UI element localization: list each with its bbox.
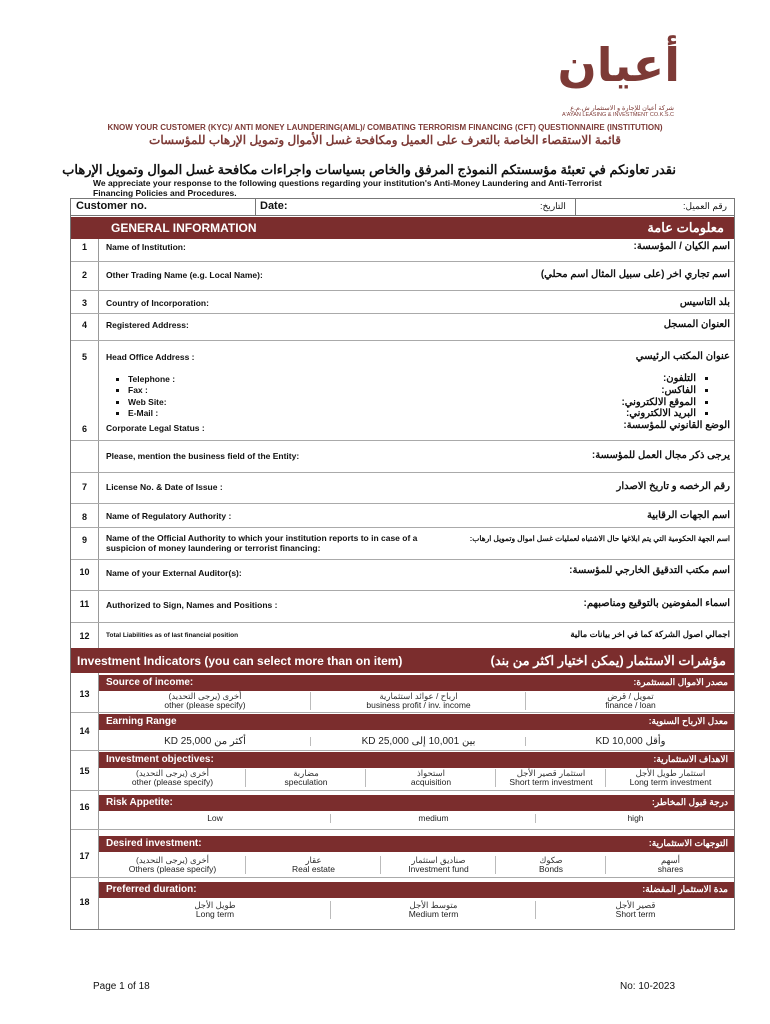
telephone-label: Telephone : [116, 374, 175, 384]
customer-header-row [70, 198, 735, 216]
general-info-title-ar: معلومات عامة [647, 220, 724, 235]
authorized-signatories-label: Authorized to Sign, Names and Positions : [106, 600, 278, 610]
desired-investment-label-ar: التوجهات الاستثمارية: [648, 838, 728, 848]
desired-option-investment-fund[interactable]: صناديق استثمار Investment fund [380, 856, 496, 874]
row-number: 7 [81, 482, 87, 492]
website-label: Web Site: [116, 397, 167, 407]
investment-indicators-title-en: Investment Indicators (you can select more than on item) [77, 654, 403, 668]
row-divider [71, 712, 734, 713]
row-number: 18 [79, 897, 90, 907]
document-title-en: KNOW YOUR CUSTOMER (KYC)/ ANTI MONEY LAUNDERING(AML)/ COMBATING TERRORISM FINANCING (CFT) QUESTIONNAIRE (INSTITUTION) [107, 123, 663, 132]
earning-range-header [99, 714, 734, 730]
preferred-duration-label: Preferred duration: [106, 884, 197, 895]
source-of-income-header [99, 675, 734, 691]
row-number: 15 [79, 766, 90, 776]
source-option-other[interactable]: أخرى (يرجى التحديد) other (please specify) [164, 691, 246, 710]
investment-objectives-label-ar: الاهداف الاستثمارية: [653, 754, 728, 764]
general-info-title-en: GENERAL INFORMATION [111, 221, 257, 235]
risk-option-high[interactable]: high [535, 814, 735, 823]
name-of-institution-label: Name of Institution: [106, 242, 186, 252]
objective-option-speculation[interactable]: مضاربة speculation [245, 769, 366, 787]
row-number: 13 [79, 689, 90, 699]
country-of-incorporation-label: Country of Incorporation: [106, 298, 209, 308]
document-number: No: 10-2023 [620, 981, 676, 992]
row-number: 8 [81, 512, 87, 522]
desired-option-real-estate[interactable]: عقار Real estate [245, 856, 381, 874]
business-field-label: Please, mention the business field of the Entity: [106, 451, 300, 461]
row-number: 16 [79, 802, 90, 812]
regulatory-authority-label: Name of Regulatory Authority : [106, 511, 232, 521]
company-logo: أعيان [557, 38, 680, 92]
desired-option-shares[interactable]: أسهم shares [605, 856, 735, 874]
reporting-authority-label: Name of the Official Authority to which your institution reports to in case of a suspicion of money laundering or terrorist financing: [106, 533, 418, 553]
preferred-duration-label-ar: مدة الاستثمار المفضلة: [642, 884, 728, 894]
date-label-ar: التاريخ: [540, 201, 566, 211]
row-divider [71, 290, 734, 291]
earning-option-over-25000[interactable]: KD 25,000 أكثر من [164, 736, 246, 747]
desired-option-others[interactable]: أخرى (يرجى التحديد) Others (please specify) [128, 855, 217, 874]
appreciation-en: We appreciate your response to the following questions regarding your institution's Anti-Money Laundering and Anti-Terrorist Financing Policies and Procedures. [93, 178, 602, 198]
row-number: 11 [79, 599, 90, 609]
preferred-duration-header [99, 882, 734, 898]
row-divider [71, 622, 734, 623]
row-divider [71, 261, 734, 262]
row-number: 5 [81, 352, 87, 362]
head-office-address-label: Head Office Address : [106, 352, 195, 362]
row-divider [71, 559, 734, 560]
investment-objectives-label: Investment objectives: [106, 754, 214, 765]
head-office-address-label-ar: عنوان المكتب الرئيسي [635, 351, 730, 362]
date-label: Date: [260, 200, 288, 212]
country-of-incorporation-label-ar: بلد التاسيس [679, 297, 730, 308]
earning-option-10001-25000[interactable]: KD 25,000 بين 10,001 إلى [310, 737, 526, 746]
telephone-label-ar: التلفون: [663, 373, 708, 384]
investment-objectives-header [99, 752, 734, 768]
other-trading-name-label: Other Trading Name (e.g. Local Name): [106, 270, 263, 280]
authorized-signatories-label-ar: اسماء المفوضين بالتوقيع ومناصبهم: [583, 598, 730, 609]
row-divider [71, 829, 734, 830]
source-of-income-label-ar: مصدر الاموال المستثمرة: [633, 677, 728, 687]
row-number: 17 [79, 851, 90, 861]
row-number: 4 [81, 320, 87, 330]
registered-address-label-ar: العنوان المسجل [663, 319, 730, 330]
row-divider [71, 472, 734, 473]
row-number: 12 [79, 631, 90, 641]
objective-option-short-term[interactable]: استثمار قصير الأجل Short term investment [495, 769, 606, 787]
name-of-institution-label-ar: اسم الكيان / المؤسسة: [633, 241, 730, 252]
page-number: Page 1 of 18 [93, 981, 150, 992]
risk-option-medium[interactable]: medium [330, 814, 536, 823]
duration-option-short-term[interactable]: قصير الأجل Short term [535, 901, 735, 919]
desired-investment-header [99, 836, 734, 852]
logo-subtitle-en: A'AYAN LEASING & INVESTMENT CO.K.S.C [562, 112, 674, 118]
source-of-income-label: Source of income: [106, 677, 194, 688]
row-divider [71, 590, 734, 591]
desired-investment-label: Desired investment: [106, 838, 202, 849]
row-divider [71, 877, 734, 878]
earning-option-under-10000[interactable]: KD 10,000 وأقل [525, 737, 735, 746]
fax-label-ar: الفاكس: [661, 385, 708, 396]
source-option-business-profit[interactable]: ارباح / عوائد استثمارية business profit / inv. income [310, 692, 526, 710]
risk-appetite-label: Risk Appetite: [106, 797, 173, 808]
row-number: 9 [81, 535, 87, 545]
earning-range-label-ar: معدل الارباح السنوية: [648, 716, 728, 726]
risk-appetite-header [99, 795, 734, 811]
corporate-legal-status-label-ar: الوضع القانوني للمؤسسة: [623, 420, 730, 431]
external-auditor-label-ar: اسم مكتب التدقيق الخارجي للمؤسسة: [569, 565, 730, 576]
corporate-legal-status-label: Corporate Legal Status : [106, 423, 205, 433]
document-title-ar: قائمة الاستقصاء الخاصة بالتعرف على العميل ومكافحة غسل الأموال وتمويل الإرهاب للمؤسسات [149, 133, 621, 147]
row-number: 10 [79, 567, 90, 577]
row-divider [71, 440, 734, 441]
customer-no-label-ar: رقم العميل: [683, 201, 727, 211]
investment-indicators-title-ar: مؤشرات الاستثمار (يمكن اختيار اكثر من بند) [490, 653, 726, 668]
license-number-label: License No. & Date of Issue : [106, 482, 223, 492]
row-number: 14 [79, 726, 90, 736]
row-number: 1 [81, 242, 87, 252]
row-divider [71, 790, 734, 791]
external-auditor-label: Name of your External Auditor(s): [106, 568, 242, 578]
fax-label: Fax : [116, 385, 148, 395]
row-divider [71, 340, 734, 341]
reporting-authority-label-ar: اسم الجهة الحكومية التي يتم ابلاغها حال الاشتباه لعمليات غسل اموال وتمويل ارهاب: [469, 534, 730, 543]
registered-address-label: Registered Address: [106, 320, 189, 330]
row-number: 3 [81, 298, 87, 308]
desired-option-bonds[interactable]: صكوك Bonds [495, 856, 606, 874]
website-label-ar: الموقع الالكتروني: [621, 397, 708, 408]
business-field-label-ar: يرجى ذكر مجال العمل للمؤسسة: [591, 450, 730, 461]
risk-appetite-label-ar: درجة قبول المخاطر: [651, 797, 728, 807]
other-trading-name-label-ar: اسم تجاري اخر (على سبيل المثال اسم محلي) [540, 269, 730, 280]
duration-option-long-term[interactable]: طويل الأجل Long term [194, 900, 236, 919]
objective-option-long-term[interactable]: استثمار طويل الأجل Long term investment [605, 769, 735, 787]
investment-indicators-header [71, 648, 734, 673]
source-option-finance-loan[interactable]: تمويل / قرض finance / loan [525, 692, 735, 710]
row-divider [71, 750, 734, 751]
earning-range-label: Earning Range [106, 716, 177, 727]
risk-option-low[interactable]: Low [207, 813, 223, 823]
appreciation-ar: نقدر تعاونكم في تعبئة مؤسستكم النموذج المرفق والخاص بسياسات واجراءات مكافحة غسل الموال وتمويل الإرهاب [62, 162, 676, 177]
row-divider [71, 527, 734, 528]
total-liabilities-label: Total Liabilities as of last financial position [106, 632, 239, 639]
email-label: E-Mail : [116, 408, 158, 418]
regulatory-authority-label-ar: اسم الجهات الرقابية [646, 510, 730, 521]
general-info-header [71, 217, 734, 239]
row-number: 6 [81, 424, 87, 434]
number-column-divider [98, 239, 99, 648]
duration-option-medium-term[interactable]: متوسط الأجل Medium term [330, 901, 536, 919]
objective-option-other[interactable]: أخرى (يرجى التحديد) other (please specify) [131, 768, 214, 787]
logo-subtitle-ar: شركة أعيان للإجارة و الاستثمار ش.م.ع [570, 105, 674, 112]
email-label-ar: البريد الالكتروني: [626, 408, 708, 419]
row-divider [71, 313, 734, 314]
customer-no-label: Customer no. [76, 200, 147, 212]
row-number: 2 [81, 270, 87, 280]
row-divider [71, 503, 734, 504]
total-liabilities-label-ar: اجمالي اصول الشركة كما في اخر بيانات مالية [570, 629, 730, 639]
objective-option-acquisition[interactable]: استحواذ acquisition [365, 769, 496, 787]
license-number-label-ar: رقم الرخصه و تاريخ الاصدار [616, 481, 730, 492]
